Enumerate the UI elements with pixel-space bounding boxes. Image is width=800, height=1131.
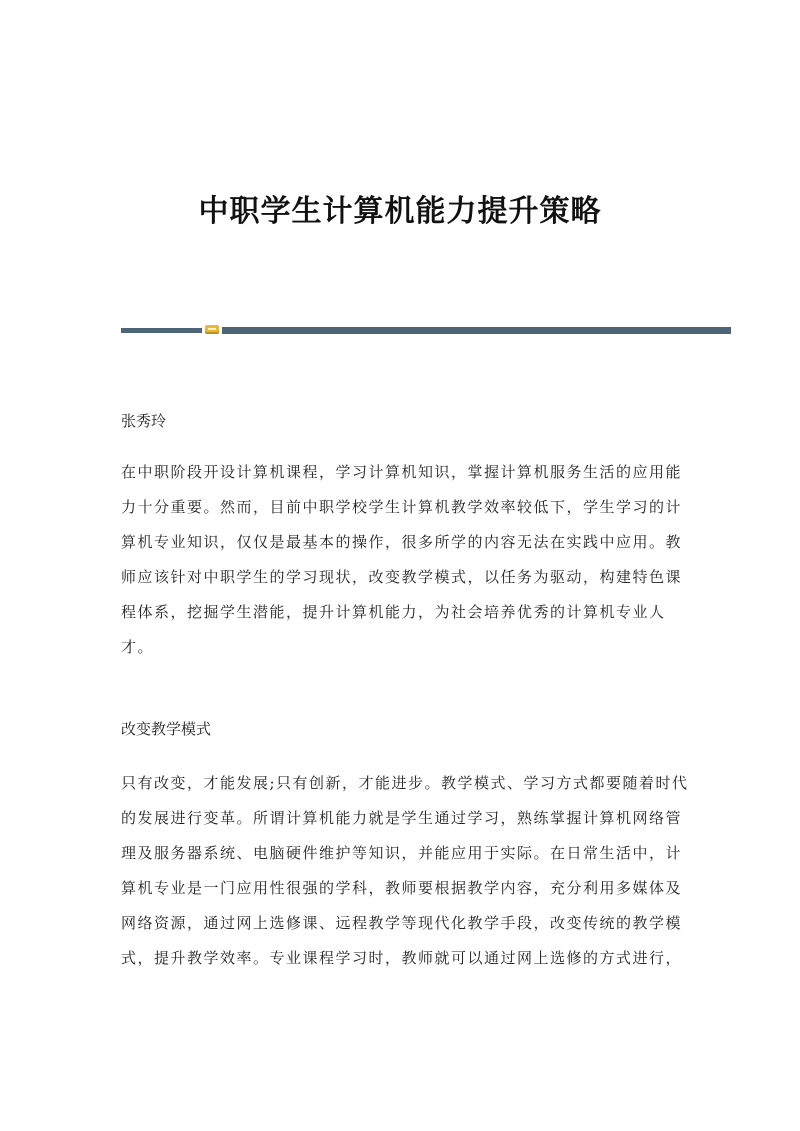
body-line: 只有改变，才能发展;只有创新，才能进步。教学模式、学习方式都要随着时代: [121, 774, 689, 792]
body-line: 的发展进行变革。所谓计算机能力就是学生通过学习，熟练掌握计算机网络管: [121, 809, 683, 827]
body-paragraph: [121, 766, 689, 976]
abstract-line: 才。: [121, 638, 155, 656]
abstract-line: 师应该针对中职学生的学习现状，改变教学模式，以任务为驱动，构建特色课: [121, 568, 683, 586]
body-line: 算机专业是一门应用性很强的学科，教师要根据教学内容，充分利用多媒体及: [121, 879, 683, 897]
divider-bar-left: [121, 328, 202, 333]
divider-bar-right: [222, 327, 731, 334]
page-title: 中职学生计算机能力提升策略: [198, 194, 602, 229]
body-line: 理及服务器系统、电脑硬件维护等知识，并能应用于实际。在日常生活中，计: [121, 844, 683, 862]
section-heading: 改变教学模式: [121, 720, 212, 738]
body-line: 式，提升教学效率。专业课程学习时，教师就可以通过网上选修的方式进行，: [121, 949, 683, 967]
abstract-paragraph: [121, 455, 681, 665]
abstract-line: 算机专业知识，仅仅是最基本的操作，很多所学的内容无法在实践中应用。教: [121, 533, 683, 551]
abstract-line: 程体系，挖掘学生潜能，提升计算机能力，为社会培养优秀的计算机专业人: [121, 603, 666, 621]
title-divider: [121, 326, 731, 334]
body-line: 网络资源，通过网上选修课、远程教学等现代化教学手段，改变传统的教学模: [121, 914, 683, 932]
abstract-line: 在中职阶段开设计算机课程，学习计算机知识，掌握计算机服务生活的应用能: [121, 463, 683, 481]
divider-emblem-icon: [205, 325, 219, 334]
abstract-line: 力十分重要。然而，目前中职学校学生计算机教学效率较低下，学生学习的计: [121, 498, 683, 516]
author-name: 张秀玲: [121, 412, 167, 430]
